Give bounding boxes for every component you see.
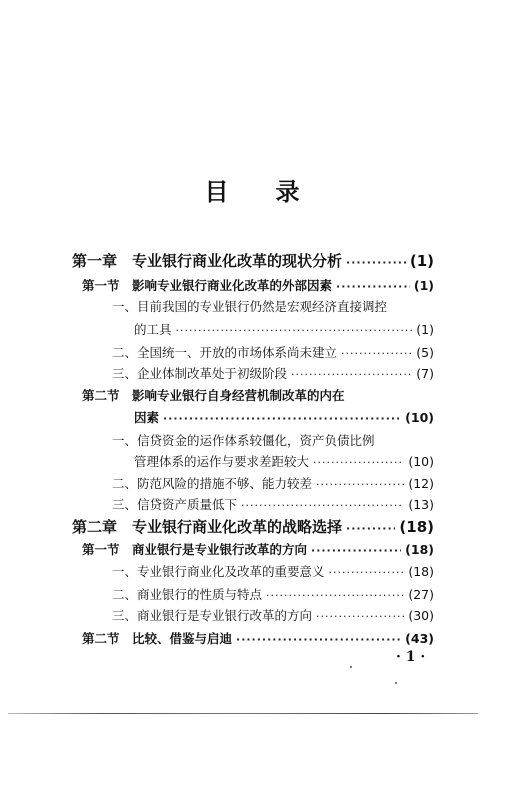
toc-entry-label: 管理体系的运作与要求差距较大 xyxy=(134,454,310,469)
toc-entry-item-first-line[interactable]: 一、目前我国的专业银行仍然是宏观经济直接调控 xyxy=(112,299,388,314)
toc-entry-page: (27) xyxy=(408,587,434,602)
toc-entry-item[interactable] xyxy=(112,585,434,603)
leader-dots xyxy=(346,522,395,535)
toc-title-char-2: 录 xyxy=(275,177,301,206)
toc-entry-page: (13) xyxy=(408,497,434,512)
toc-entry-label: 三、信贷资产质量低下 xyxy=(112,497,238,512)
leader-dots xyxy=(329,566,405,579)
leader-dots xyxy=(241,499,404,512)
toc-entry-page: (10) xyxy=(405,410,434,425)
toc-entry-label: 第二节 比较、借鉴与启迪 xyxy=(82,631,233,646)
toc-entry-item[interactable] xyxy=(112,474,434,492)
toc-entry-page: (18) xyxy=(405,542,434,557)
toc-entry-label: 一、专业银行商业化及改革的重要意义 xyxy=(112,564,325,579)
toc-entry-chapter-1[interactable] xyxy=(72,250,434,271)
toc-entry-section-first-line[interactable]: 第二节 影响专业银行自身经营机制改革的内在 xyxy=(82,388,345,403)
toc-title-char-1: 目 xyxy=(204,177,230,206)
toc-entry-section[interactable] xyxy=(134,408,434,426)
toc-entry-page: (12) xyxy=(408,476,434,491)
toc-entry-page: (30) xyxy=(408,608,434,623)
toc-entry-section[interactable] xyxy=(82,540,434,558)
toc-entry-label: 第一章 专业银行商业化改革的现状分析 xyxy=(72,252,343,270)
toc-entry-label: 二、全国统一、开放的市场体系尚未建立 xyxy=(112,345,338,360)
leader-dots xyxy=(316,610,404,623)
toc-entry-label: 第一节 影响专业银行商业化改革的外部因素 xyxy=(82,278,333,293)
toc-entry-item[interactable] xyxy=(112,606,434,624)
leader-dots xyxy=(236,633,401,646)
toc-entry-page: (1) xyxy=(413,278,434,293)
leader-dots xyxy=(163,412,401,425)
leader-dots xyxy=(266,589,404,602)
leader-dots xyxy=(313,456,404,469)
toc-entry-page: (10) xyxy=(408,454,434,469)
toc-entry-item-first-line[interactable]: 一、信贷资金的运作体系较僵化，资产负债比例 xyxy=(112,433,375,448)
toc-entry-page: (18) xyxy=(399,518,434,536)
toc-entry-item[interactable] xyxy=(112,495,434,513)
toc-entry-label: 因素 xyxy=(134,410,160,425)
toc-entry-page: (1) xyxy=(416,322,434,337)
toc-entry-label: 二、防范风险的措施不够、能力较差 xyxy=(112,476,313,491)
toc-entry-section[interactable] xyxy=(82,629,434,647)
toc-entry-label: 三、商业银行是专业银行改革的方向 xyxy=(112,608,313,623)
leader-dots xyxy=(311,544,401,557)
toc-entry-label: 第一节 商业银行是专业银行改革的方向 xyxy=(82,542,308,557)
toc-entry-label: 第二章 专业银行商业化改革的战略选择 xyxy=(72,518,343,536)
leader-dots xyxy=(336,280,410,293)
toc-entry-item[interactable] xyxy=(112,343,434,361)
toc-entry-label: 二、商业银行的性质与特点 xyxy=(112,587,263,602)
leader-dots xyxy=(346,256,406,269)
toc-entry-item[interactable] xyxy=(134,452,434,470)
toc-entry-page: (1) xyxy=(409,252,434,270)
toc-entry-item[interactable] xyxy=(134,320,434,338)
scan-speck xyxy=(395,682,397,684)
toc-entry-page: (43) xyxy=(405,631,434,646)
toc-entry-item[interactable] xyxy=(112,562,434,580)
leader-dots xyxy=(316,478,404,491)
toc-entry-page: (7) xyxy=(416,366,434,381)
page-bottom-rule xyxy=(8,713,478,714)
toc-entry-chapter-2[interactable] xyxy=(72,516,434,537)
toc-entry-item[interactable] xyxy=(112,364,434,382)
leader-dots xyxy=(176,324,413,337)
footer-page-number: · 1 · xyxy=(396,649,426,665)
scan-speck xyxy=(350,666,352,668)
leader-dots xyxy=(341,347,412,360)
toc-entry-label: 的工具 xyxy=(134,322,172,337)
toc-entry-label: 三、企业体制改革处于初级阶段 xyxy=(112,366,288,381)
toc-entry-section[interactable] xyxy=(82,276,434,294)
leader-dots xyxy=(291,368,412,381)
toc-entry-page: (18) xyxy=(408,564,434,579)
toc-entry-page: (5) xyxy=(416,345,434,360)
